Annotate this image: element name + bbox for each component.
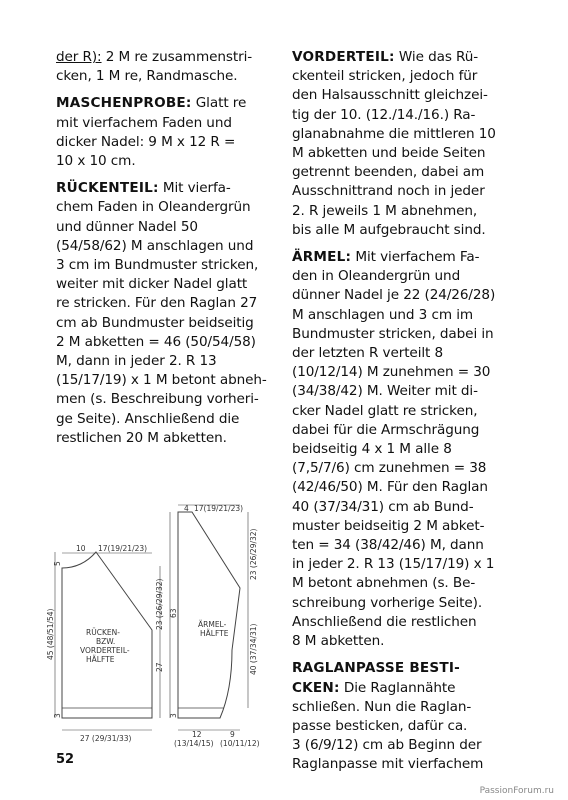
back-text: Mit vierfa- chem Faden in Oleandergrün und dünner Nadel 50 (54/58/62) M anschlagen und 3 cm im Bundmuster stricken, weiter mit dicker Nadel glatt re stricken. Für den Raglan 27 cm ab Bundmuster beidseitig 2 M abketten = 46 (50/54/58) M, dann in jeder 2. R 13 (15/17/19) x 1 M betont abneh- men (s. Beschreibung vorheri- ge Seite). Anschließend die restlichen 20 M abketten. (56, 180, 267, 446)
paragraph-sleeve (292, 248, 524, 651)
watermark: PassionForum.ru (479, 786, 554, 796)
page-number: 52 (56, 752, 75, 767)
back-top-width-left: 10 (76, 544, 86, 553)
back-rib-height: 3 (53, 713, 62, 718)
sleeve-text: Mit vierfachem Fa- den in Oleandergrün und dünner Nadel je 22 (24/26/28) M anschlagen und 3 cm im Bundmuster stricken, dabei in der letzten R verteilt 8 (10/12/14) M zunehmen = 30 (34/38/42) M. Weiter mit di- cker Nadel glatt re stricken, dabei für die Armschrägung beidseitig 4 x 1 M alle 8 (7,5/7/6) cm zunehmen = 38 (42/46/50) M. Für den Raglan 40 (37/34/31) cm ab Bund- muster beidseitig 2 M abket- ten = 34 (38/42/46) M, dann in jeder 2. R 13 (15/17/19) x 1 M betont abnehmen (s. Be- schreibung vorherige Seite). Anschließend die restlichen 8 M abketten. (292, 249, 496, 650)
sleeve-raglan-height: 23 (26/29/32) (249, 528, 258, 580)
sleeve-total-height: 63 (169, 608, 178, 618)
sleeve-bottom-right: 9 (230, 730, 235, 739)
front-text: Wie das Rü- ckenteil stricken, jedoch für den Halsausschnitt gleichzei- tig der 10. (12./14./16.) Ra- glanabnahme die mittleren 10 M abketten und beide Seiten getrennt beenden, dabei am Ausschnittrand noch in jeder 2. R jeweils 1 M abnehmen, bis alle M aufgebraucht sind. (292, 49, 496, 238)
right-column (292, 48, 524, 783)
gauge-heading: MASCHENPROBE: (56, 95, 192, 112)
raglan-heading: RAGLANPASSE BESTI- CKEN: (292, 660, 460, 696)
paragraph-front (292, 48, 524, 240)
intro-text: 2 M re zusammenstri- cken, 1 M re, Randmasche. (56, 49, 253, 85)
back-bottom-width: 27 (29/31/33) (80, 734, 132, 743)
paragraph-raglan (292, 659, 524, 774)
sleeve-bottom-left: 12 (192, 730, 202, 739)
back-neck-depth: 5 (53, 561, 62, 566)
sleeve-piece-outline (178, 512, 240, 718)
sleeve-rib-height: 3 (169, 713, 178, 718)
sleeve-piece-label: ÄRMEL- HÄLFTE (198, 620, 229, 638)
back-piece-label: RÜCKEN- BZW. VORDERTEIL- HÄLFTE (80, 628, 130, 664)
sleeve-bottom-left-sizes: (13/14/15) (174, 739, 214, 748)
front-heading: VORDERTEIL: (292, 49, 395, 65)
back-total-height: 45 (48/51/54) (46, 608, 55, 660)
sleeve-bottom-right-sizes: (10/11/12) (220, 739, 260, 748)
schematic-diagram (0, 0, 290, 760)
sleeve-heading: ÄRMEL: (292, 249, 352, 266)
sleeve-top-width-right: 17(19/21/23) (194, 504, 244, 513)
row-reference: der R): (56, 49, 102, 65)
raglan-text: Die Raglannähte schließen. Nun die Raglan- passe besticken, dafür ca. 3 (6/9/12) cm ab Beginn der Raglanpasse mit vierfachem (292, 679, 484, 773)
back-heading: RÜCKENTEIL: (56, 180, 159, 197)
sleeve-lower-height: 40 (37/34/31) (249, 623, 258, 675)
sleeve-top-width-left: 4 (184, 504, 189, 513)
back-body-height: 27 (155, 662, 164, 672)
back-top-width-right: 17(19/21/23) (98, 544, 148, 553)
gauge-text: Glatt re mit vierfachem Faden und dicker Nadel: 9 M x 12 R = 10 x 10 cm. (56, 95, 247, 170)
back-raglan-height: 23 (26/29/32) (155, 578, 164, 630)
